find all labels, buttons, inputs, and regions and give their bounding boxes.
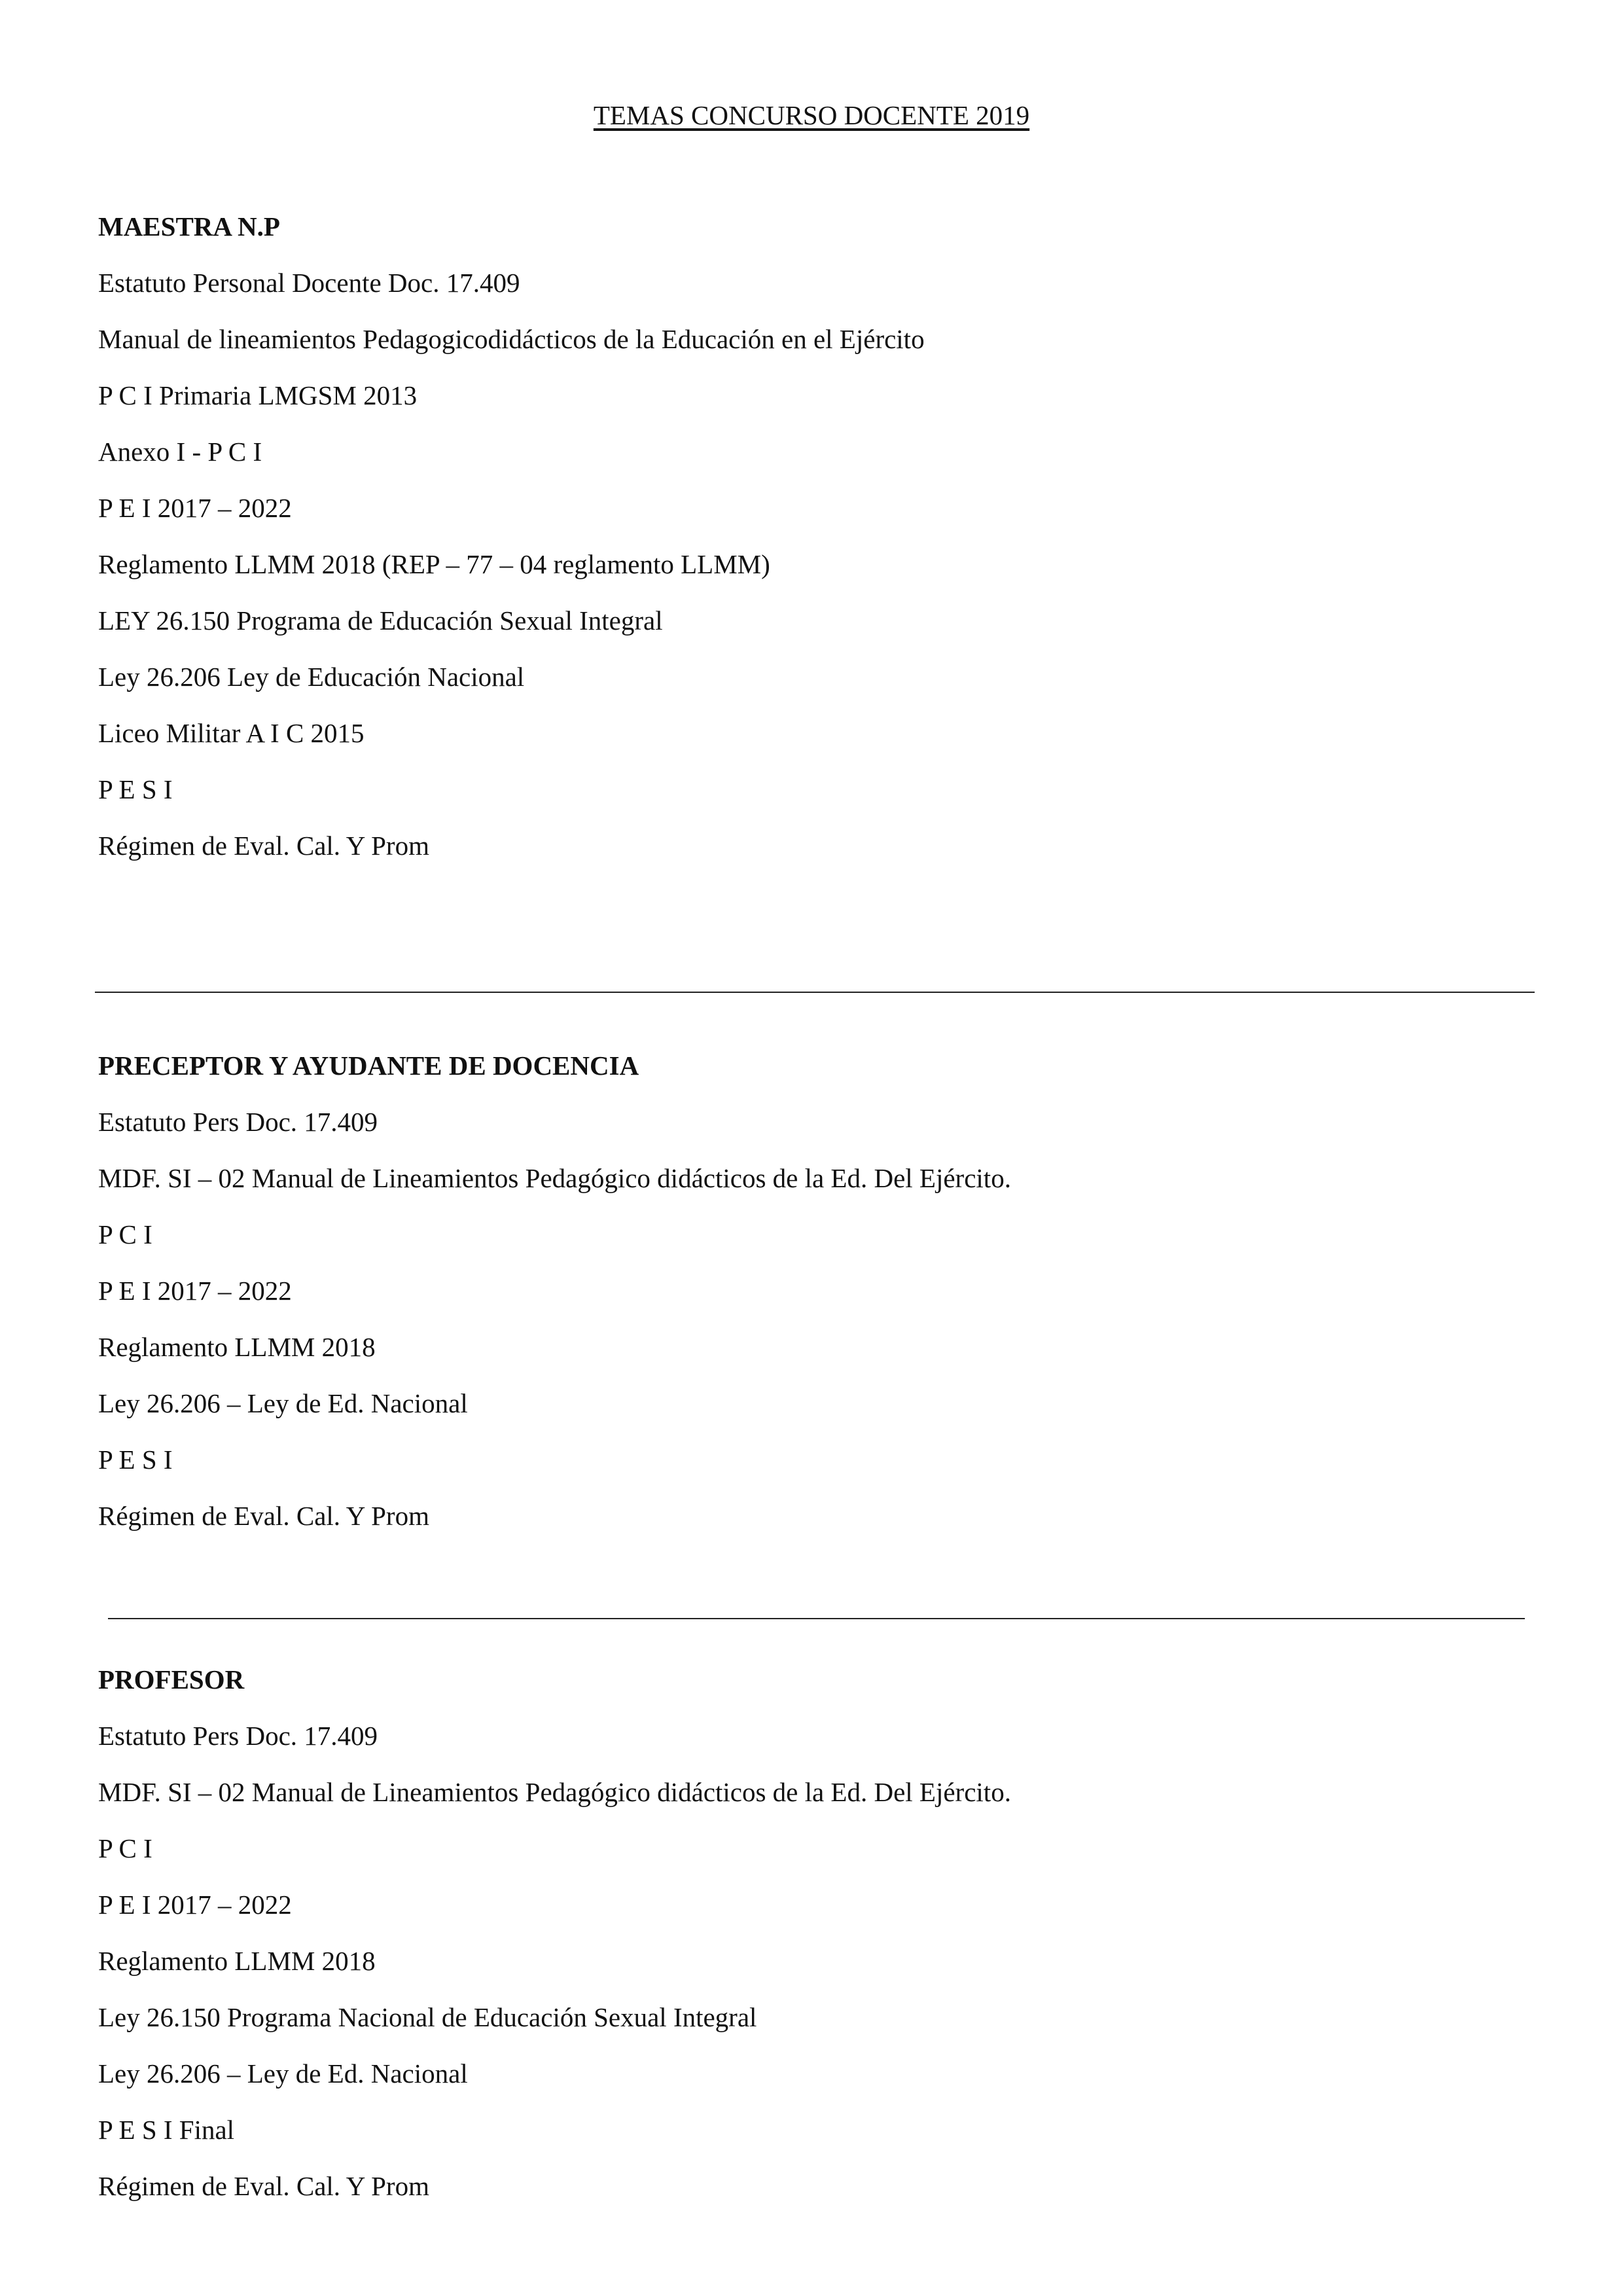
topic-item: Reglamento LLMM 2018 bbox=[98, 1946, 376, 1976]
section-maestra-np bbox=[98, 208, 1538, 884]
topic-item: Reglamento LLMM 2018 (REP – 77 – 04 reglamento LLMM) bbox=[98, 549, 770, 579]
topic-item: P E S I Final bbox=[98, 2115, 235, 2145]
topic-item: P C I bbox=[98, 1219, 152, 1249]
topic-item: P E S I bbox=[98, 1444, 173, 1475]
section-preceptor-ayudante bbox=[98, 1047, 1538, 1554]
topic-item: LEY 26.150 Programa de Educación Sexual Integral bbox=[98, 605, 663, 636]
topic-item: Anexo I - P C I bbox=[98, 437, 262, 467]
topic-item: Ley 26.206 Ley de Educación Nacional bbox=[98, 662, 525, 692]
topic-item: Ley 26.206 – Ley de Ed. Nacional bbox=[98, 1388, 468, 1418]
section-divider bbox=[108, 1618, 1525, 1619]
topic-item: Estatuto Personal Docente Doc. 17.409 bbox=[98, 268, 520, 298]
section-heading: PRECEPTOR Y AYUDANTE DE DOCENCIA bbox=[98, 1050, 639, 1081]
section-divider bbox=[95, 992, 1535, 993]
topic-item: P E S I bbox=[98, 774, 173, 804]
topic-item: P C I bbox=[98, 1833, 152, 1863]
topic-item: MDF. SI – 02 Manual de Lineamientos Pedagógico didácticos de la Ed. Del Ejército. bbox=[98, 1777, 1011, 1807]
page-title: TEMAS CONCURSO DOCENTE 2019 bbox=[593, 100, 1030, 130]
topic-item: Manual de lineamientos Pedagogicodidácticos de la Educación en el Ejército bbox=[98, 324, 925, 354]
topic-item: P E I 2017 – 2022 bbox=[98, 1890, 292, 1920]
section-heading: PROFESOR bbox=[98, 1664, 245, 1695]
topic-item: P E I 2017 – 2022 bbox=[98, 493, 292, 523]
topic-item: Liceo Militar A I C 2015 bbox=[98, 718, 365, 748]
topic-item: Estatuto Pers Doc. 17.409 bbox=[98, 1107, 378, 1137]
topic-item: P E I 2017 – 2022 bbox=[98, 1276, 292, 1306]
topic-item: P C I Primaria LMGSM 2013 bbox=[98, 380, 418, 410]
topic-item: Reglamento LLMM 2018 bbox=[98, 1332, 376, 1362]
section-heading: MAESTRA N.P bbox=[98, 211, 280, 242]
topic-item: Ley 26.150 Programa Nacional de Educación Sexual Integral bbox=[98, 2002, 757, 2032]
topic-item: Estatuto Pers Doc. 17.409 bbox=[98, 1721, 378, 1751]
section-profesor bbox=[98, 1661, 1538, 2224]
topic-item: Régimen de Eval. Cal. Y Prom bbox=[98, 2171, 429, 2201]
topic-item: Ley 26.206 – Ley de Ed. Nacional bbox=[98, 2058, 468, 2089]
topic-item: Régimen de Eval. Cal. Y Prom bbox=[98, 1501, 429, 1531]
topic-item: Régimen de Eval. Cal. Y Prom bbox=[98, 831, 429, 861]
topic-item: MDF. SI – 02 Manual de Lineamientos Pedagógico didácticos de la Ed. Del Ejército. bbox=[98, 1163, 1011, 1193]
